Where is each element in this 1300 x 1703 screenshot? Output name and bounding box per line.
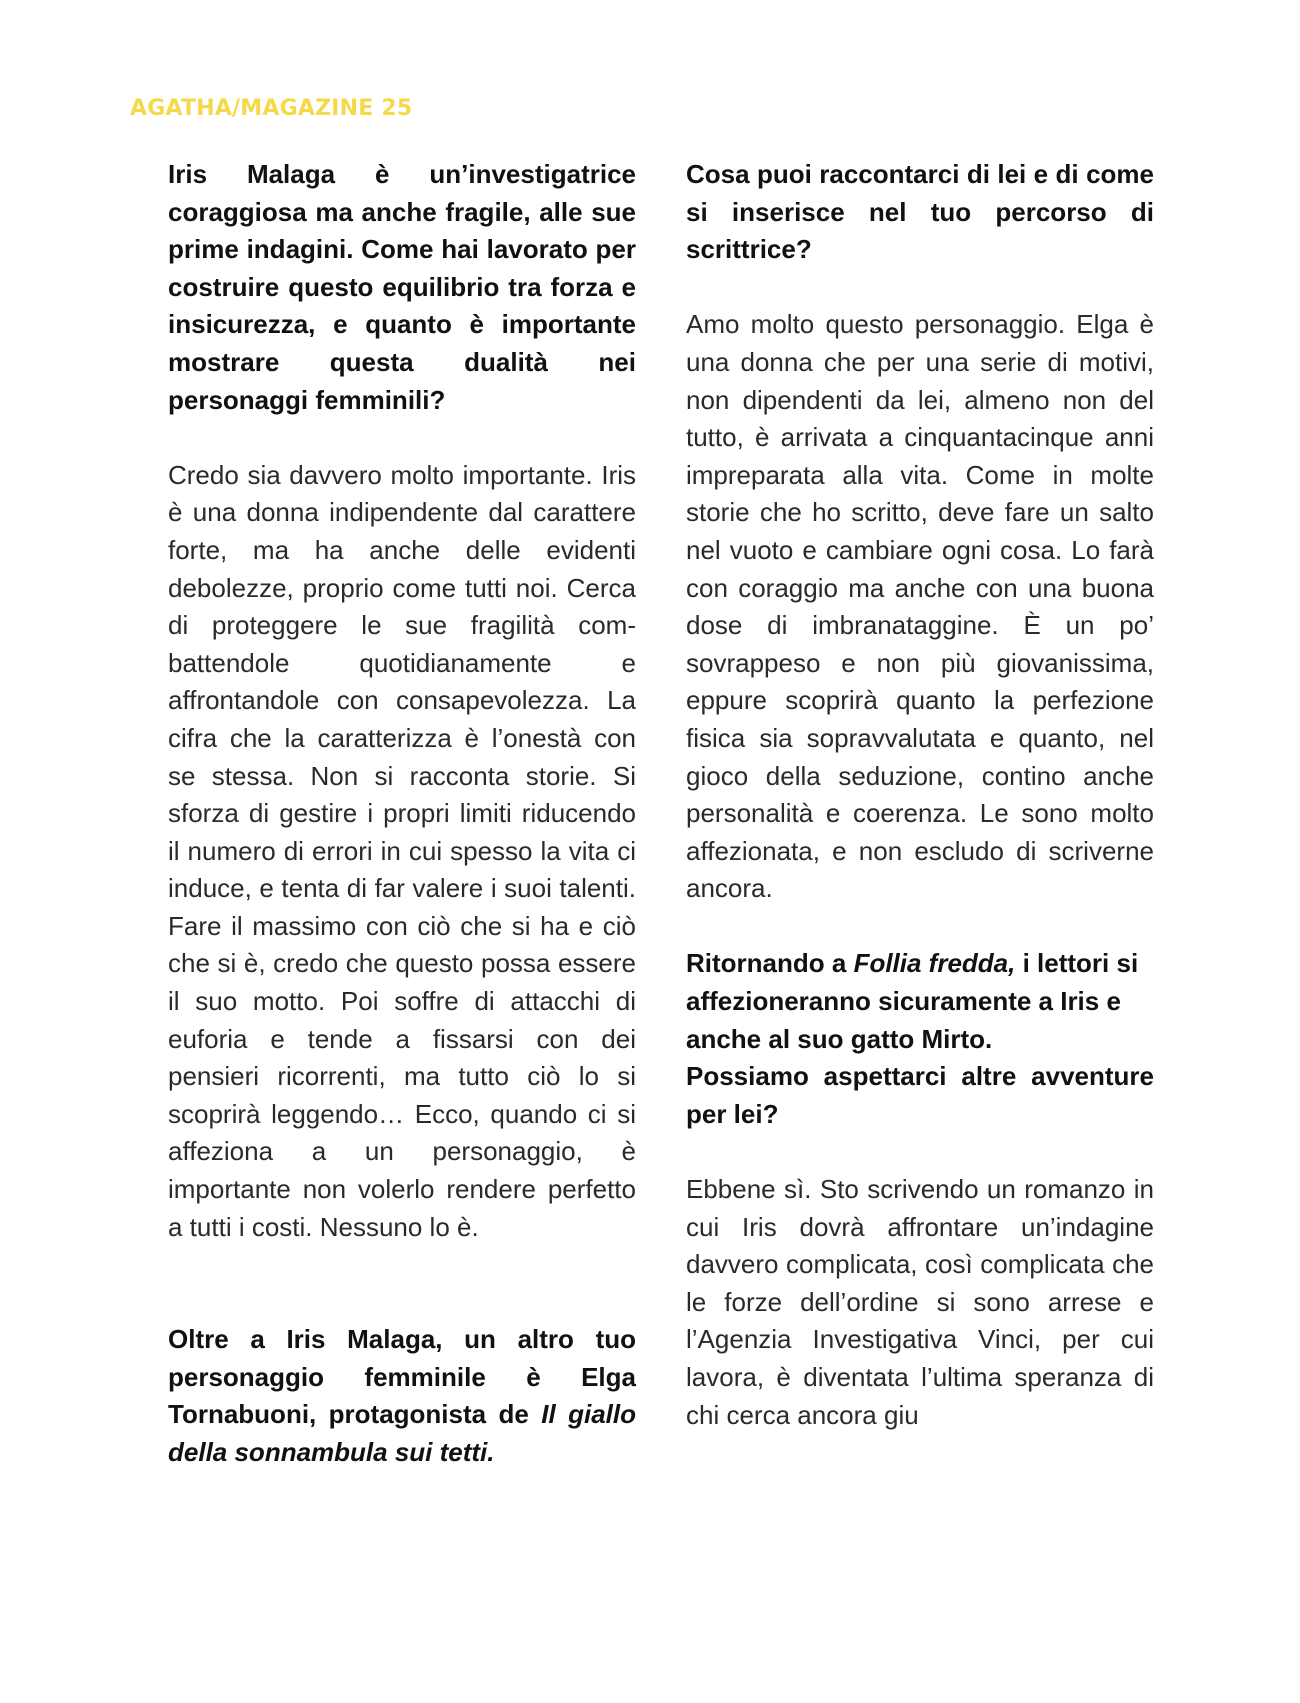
interview-answer-3: Ebbene sì. Sto scrivendo un romanzo in cui Iris dovrà affrontare un’indagine davvero complicata, così complicata che le forze dell’ordine si sono arrese e l’Agenzia Investigativa Vinci, per cui lavora, è diventata l’ultima speranza di chi cerca ancora giu: [686, 1174, 1154, 1430]
question-2-text: Oltre a Iris Malaga, un altro tuo personaggio femminile è Elga Tornabuoni, protagonista de: [168, 1324, 636, 1430]
question-3-pre: Ritornando a: [686, 948, 854, 979]
interview-question-1: Iris Malaga è un’investigatrice coraggiosa ma anche fragile, alle sue prime indagini. Come hai lavorato per costruire questo equilibrio tra forza e insicurezza, e quanto è importante mostrare questa dualità nei personaggi femminili?: [168, 159, 636, 415]
interview-question-3: [686, 945, 1154, 1058]
book-title-sonnambula: Il giallo della sonnambula sui tetti.: [168, 1399, 636, 1467]
interview-question-3-line2: Possiamo aspettarci altre avventure per lei?: [686, 1061, 1154, 1129]
right-column: [686, 156, 1154, 1434]
left-column: [168, 156, 636, 1472]
interview-answer-2: Amo molto questo personaggio. Elga è una donna che per una serie di motivi, non dipendenti da lei, almeno non del tutto, è arrivata a cinquantacinque anni impreparata alla vita. Come in molte storie che ho scritto, deve fare un salto nel vuoto e cambiare ogni cosa. Lo farà con coraggio ma anche con una buona dose di imbranataggine. È un po’ sovrappeso e non più giovanissima, eppure scoprirà quanto la perfezione fisica sia sopravvalutata e quanto, nel gioco della seduzione, contino anche personalità e coerenza. Le sono molto affezionata, e non escludo di scriverne ancora.: [686, 309, 1154, 904]
interview-question-2: [168, 1321, 636, 1471]
book-title-follia-fredda: Follia fredda,: [853, 948, 1016, 979]
interview-answer-1: Credo sia davvero molto importante. Iris è una donna indipendente dal carattere forte, ma ha anche delle evidenti debolezze, proprio come tutti noi. Cerca di proteggere le sue fragilità combattendole quotidianamente e affrontandole con consapevolezza. La cifra che la caratterizza è l’onestà con se stessa. Non si racconta storie. Si sforza di gestire i propri limiti riducendo il numero di errori in cui spesso la vita ci induce, e tenta di far valere i suoi talenti. Fare il massimo con ciò che si ha e ciò che si è, credo che questo possa essere il suo motto. Poi soffre di attacchi di euforia e tende a fissarsi con dei pensieri ricorrenti, ma tutto ciò lo si scoprirà leggendo… Ecco, quando ci si affeziona a un personaggio, è importante non volerlo rendere perfetto a tutti i costi. Nessuno lo è.: [168, 459, 636, 1242]
magazine-header: AGATHA/MAGAZINE 25: [130, 96, 413, 121]
interview-question-2-continued: Cosa puoi raccontarci di lei e di come si inserisce nel tuo percorso di scrittrice?: [686, 159, 1154, 265]
question-3-post: i lettori si affezioneranno sicuramente a Iris e anche al suo gatto Mirto.: [686, 948, 1139, 1054]
